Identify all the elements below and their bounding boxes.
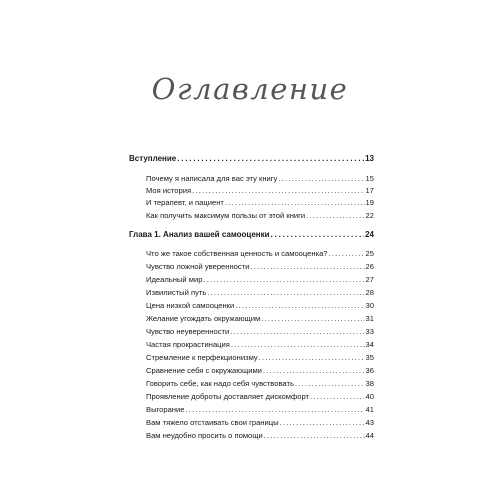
toc-entry-label: Вам неудобно просить о помощи <box>146 431 263 440</box>
toc-entry-row <box>146 301 374 311</box>
toc-entry-row <box>146 275 374 285</box>
toc-dot-leader <box>278 174 364 184</box>
toc-entry-label: Что же такое собственная ценность и самооценка? <box>146 249 328 258</box>
toc-entry-row <box>146 405 374 415</box>
toc-dot-leader <box>207 288 364 298</box>
toc-page-number: 22 <box>365 211 374 220</box>
toc-page-number: 41 <box>365 405 374 414</box>
toc-entry-row <box>146 211 374 221</box>
toc-entry-label: Почему я написала для вас эту книгу <box>146 174 278 183</box>
toc-dot-leader <box>263 366 365 376</box>
toc-entry-label: Сравнение себя с окружающими <box>146 366 262 375</box>
toc-page-number: 31 <box>365 314 374 323</box>
toc-dot-leader <box>177 154 364 164</box>
toc-dot-leader <box>306 211 364 221</box>
toc-entry-row <box>146 249 374 259</box>
toc-entry-label: Проявление доброты доставляет дискомфорт <box>146 392 309 401</box>
toc-entry-label: Частая прокрастинация <box>146 340 230 349</box>
toc-entry-label: Извилистый путь <box>146 288 207 297</box>
toc-page-number: 19 <box>365 198 374 207</box>
toc-entry-row <box>146 174 374 184</box>
toc-dot-leader <box>310 392 365 402</box>
toc-entry-row <box>146 418 374 428</box>
toc-dot-leader <box>203 275 364 285</box>
toc-page-number: 36 <box>365 366 374 375</box>
toc-entry-label: Как получить максимум пользы от этой книги <box>146 211 306 220</box>
toc-entry-label: Чувство неуверенности <box>146 327 230 336</box>
toc-chapter-row <box>129 154 374 164</box>
toc-page-number: 40 <box>365 392 374 401</box>
toc-page-number: 28 <box>365 288 374 297</box>
toc-page-number: 34 <box>365 340 374 349</box>
toc-dot-leader <box>329 249 365 259</box>
toc-page-number: 44 <box>365 431 374 440</box>
toc-entry-label: Цена низкой самооценки <box>146 301 235 310</box>
toc-dot-leader <box>261 314 364 324</box>
toc-dot-leader <box>280 418 365 428</box>
toc-page-number: 26 <box>365 262 374 271</box>
toc-page-number: 30 <box>365 301 374 310</box>
toc-page-number: 15 <box>365 174 374 183</box>
toc-dot-leader <box>231 340 365 350</box>
toc-page-number: 43 <box>365 418 374 427</box>
toc-dot-leader <box>295 379 365 389</box>
toc-dot-leader <box>230 327 364 337</box>
toc-page-number: 27 <box>365 275 374 284</box>
page-title: Оглавление <box>151 72 349 106</box>
toc-dot-leader <box>192 186 364 196</box>
toc-page-number: 35 <box>365 353 374 362</box>
toc-entry-row <box>146 186 374 196</box>
toc-entry-label: Выгорание <box>146 405 185 414</box>
toc-page-number: 24 <box>365 230 374 239</box>
toc-chapter-row <box>129 230 374 240</box>
toc-entry-row <box>146 288 374 298</box>
toc-entry-label: И терапевт, и пациент <box>146 198 224 207</box>
toc-entry-label: Вступление <box>129 154 177 163</box>
toc-entry-label: Говорить себе, как надо себя чувствовать <box>146 379 294 388</box>
toc-dot-leader <box>235 301 364 311</box>
toc-entry-row <box>146 314 374 324</box>
toc-dot-leader <box>250 262 364 272</box>
toc-page-number: 17 <box>365 186 374 195</box>
toc-entry-row <box>146 198 374 208</box>
toc-entry-row <box>146 262 374 272</box>
toc-dot-leader <box>264 431 365 441</box>
toc-dot-leader <box>185 405 364 415</box>
toc-entry-label: Моя история <box>146 186 192 195</box>
toc-page-number: 13 <box>365 154 374 163</box>
toc-entry-label: Чувство ложной уверенности <box>146 262 250 271</box>
toc-entry-row <box>146 392 374 402</box>
toc-entry-row <box>146 353 374 363</box>
toc-page-number: 25 <box>365 249 374 258</box>
toc-entry-row <box>146 366 374 376</box>
toc-page-number: 38 <box>365 379 374 388</box>
toc-dot-leader <box>271 230 365 240</box>
toc-dot-leader <box>225 198 365 208</box>
toc-entry-label: Глава 1. Анализ вашей самооценки <box>129 230 270 239</box>
toc-entry-row <box>146 327 374 337</box>
toc-entry-label: Вам тяжело отстаивать свои границы <box>146 418 279 427</box>
toc-entry-row <box>146 431 374 441</box>
toc-entry-label: Идеальный мир <box>146 275 203 284</box>
toc-entry-row <box>146 340 374 350</box>
toc-entry-label: Стремление к перфекционизму <box>146 353 258 362</box>
toc-entry-label: Желание угождать окружающим <box>146 314 261 323</box>
toc-dot-leader <box>259 353 365 363</box>
toc-entry-row <box>146 379 374 389</box>
toc-page-number: 33 <box>365 327 374 336</box>
